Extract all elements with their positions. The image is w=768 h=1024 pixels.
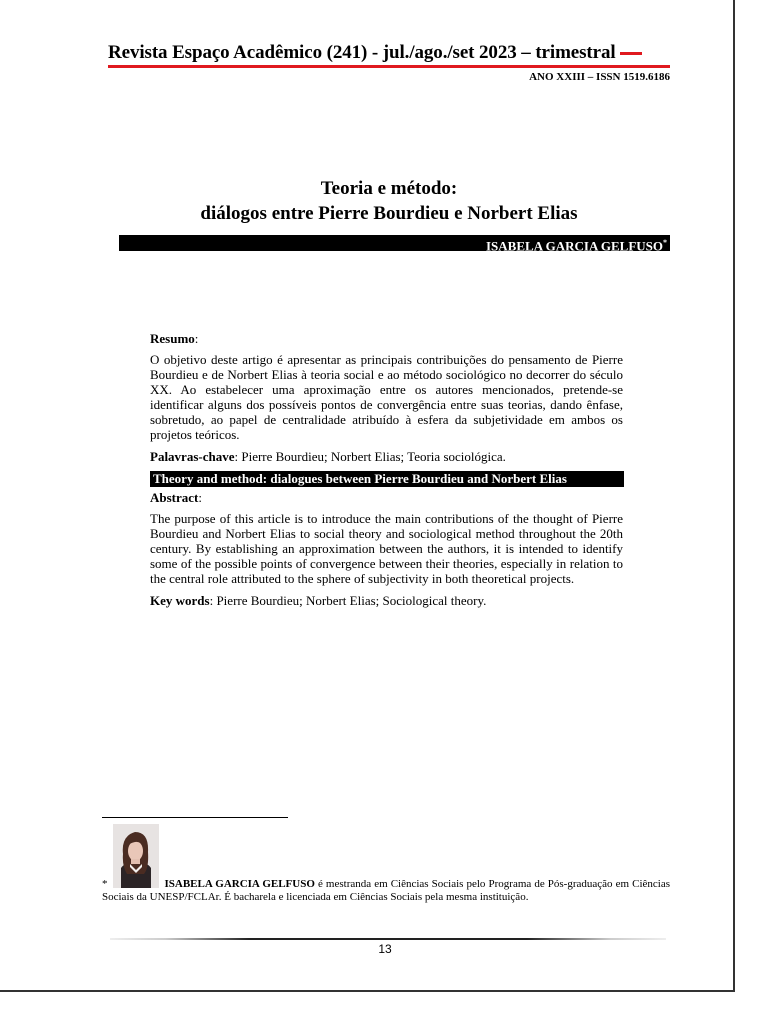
abstract-heading-suffix: : xyxy=(198,490,203,505)
journal-title-line xyxy=(108,42,670,64)
abstract-block xyxy=(150,331,623,608)
abstract-body: The purpose of this article is to introduce the main contributions of the thought of Pierre Bourdieu and Norbert Elias to social theory and sociological method throughout the 20th century. By establishing an approximation between the authors, it is intended to identify some of the possible points of convergence between their theories, especially in relation to the central role attributed to the sphere of subjectivity in both theoretical projects. xyxy=(150,511,623,586)
resumo-heading-suffix: : xyxy=(194,331,199,346)
key-words-line xyxy=(150,593,623,608)
issn-line: ANO XXIII – ISSN 1519.6186 xyxy=(529,71,670,83)
abstract-heading: Abstract xyxy=(150,490,199,505)
palavras-chave-label: Palavras-chave xyxy=(150,449,235,464)
journal-title: Revista Espaço Acadêmico (241) - jul./ago./set 2023 – trimestral xyxy=(108,42,616,63)
title-accent-dash xyxy=(620,52,642,55)
resumo-heading: Resumo xyxy=(150,331,195,346)
header-red-rule xyxy=(108,65,670,68)
page-number: 13 xyxy=(378,942,392,956)
article-title-line1: Teoria e método: xyxy=(320,178,458,199)
footnote-mark: * xyxy=(102,878,108,890)
abstract-heading-line xyxy=(150,490,623,505)
resumo-body: O objetivo deste artigo é apresentar as principais contribuições do pensamento de Pierre Bourdieu e de Norbert Elias à teoria social e ao método sociológico no decorrer do século XX. Ao estabelecer uma aproximação entre os autores mencionados, pretende-se identificar alguns dos possíveis pontos de convergência entre suas teorias, dando ênfase, sobretudo, ao papel de centralidade atribuído à esfera da subjetividade em ambos os projetos teóricos. xyxy=(150,352,623,442)
footnote-rule xyxy=(102,817,288,818)
article-title xyxy=(108,176,670,226)
resumo-heading-line xyxy=(150,331,623,346)
palavras-chave: : Pierre Bourdieu; Norbert Elias; Teoria sociológica. xyxy=(234,449,506,464)
key-words-label: Key words xyxy=(150,593,210,608)
footnote-author: ISABELA GARCIA GELFUSO xyxy=(164,878,315,890)
article-title-line2: diálogos entre Pierre Bourdieu e Norbert Elias xyxy=(200,203,578,224)
palavras-chave-line xyxy=(150,449,623,464)
key-words: : Pierre Bourdieu; Norbert Elias; Sociological theory. xyxy=(209,593,487,608)
author-footnote xyxy=(102,878,670,904)
footnote-text: é mestranda em Ciências Sociais pelo Programa de Pós-graduação em Ciências Sociais da UNESP/FCLAr. É bacharela e licenciada em Ciências Sociais pela mesma instituição. xyxy=(102,878,670,903)
author-name: ISABELA GARCIA GELFUSO xyxy=(486,238,663,254)
author-footnote-mark: * xyxy=(663,238,667,247)
footer-rule xyxy=(110,938,666,940)
author-bar xyxy=(119,235,670,254)
english-title-bar: Theory and method: dialogues between Pierre Bourdieu and Norbert Elias xyxy=(150,471,624,487)
journal-header xyxy=(108,42,670,83)
